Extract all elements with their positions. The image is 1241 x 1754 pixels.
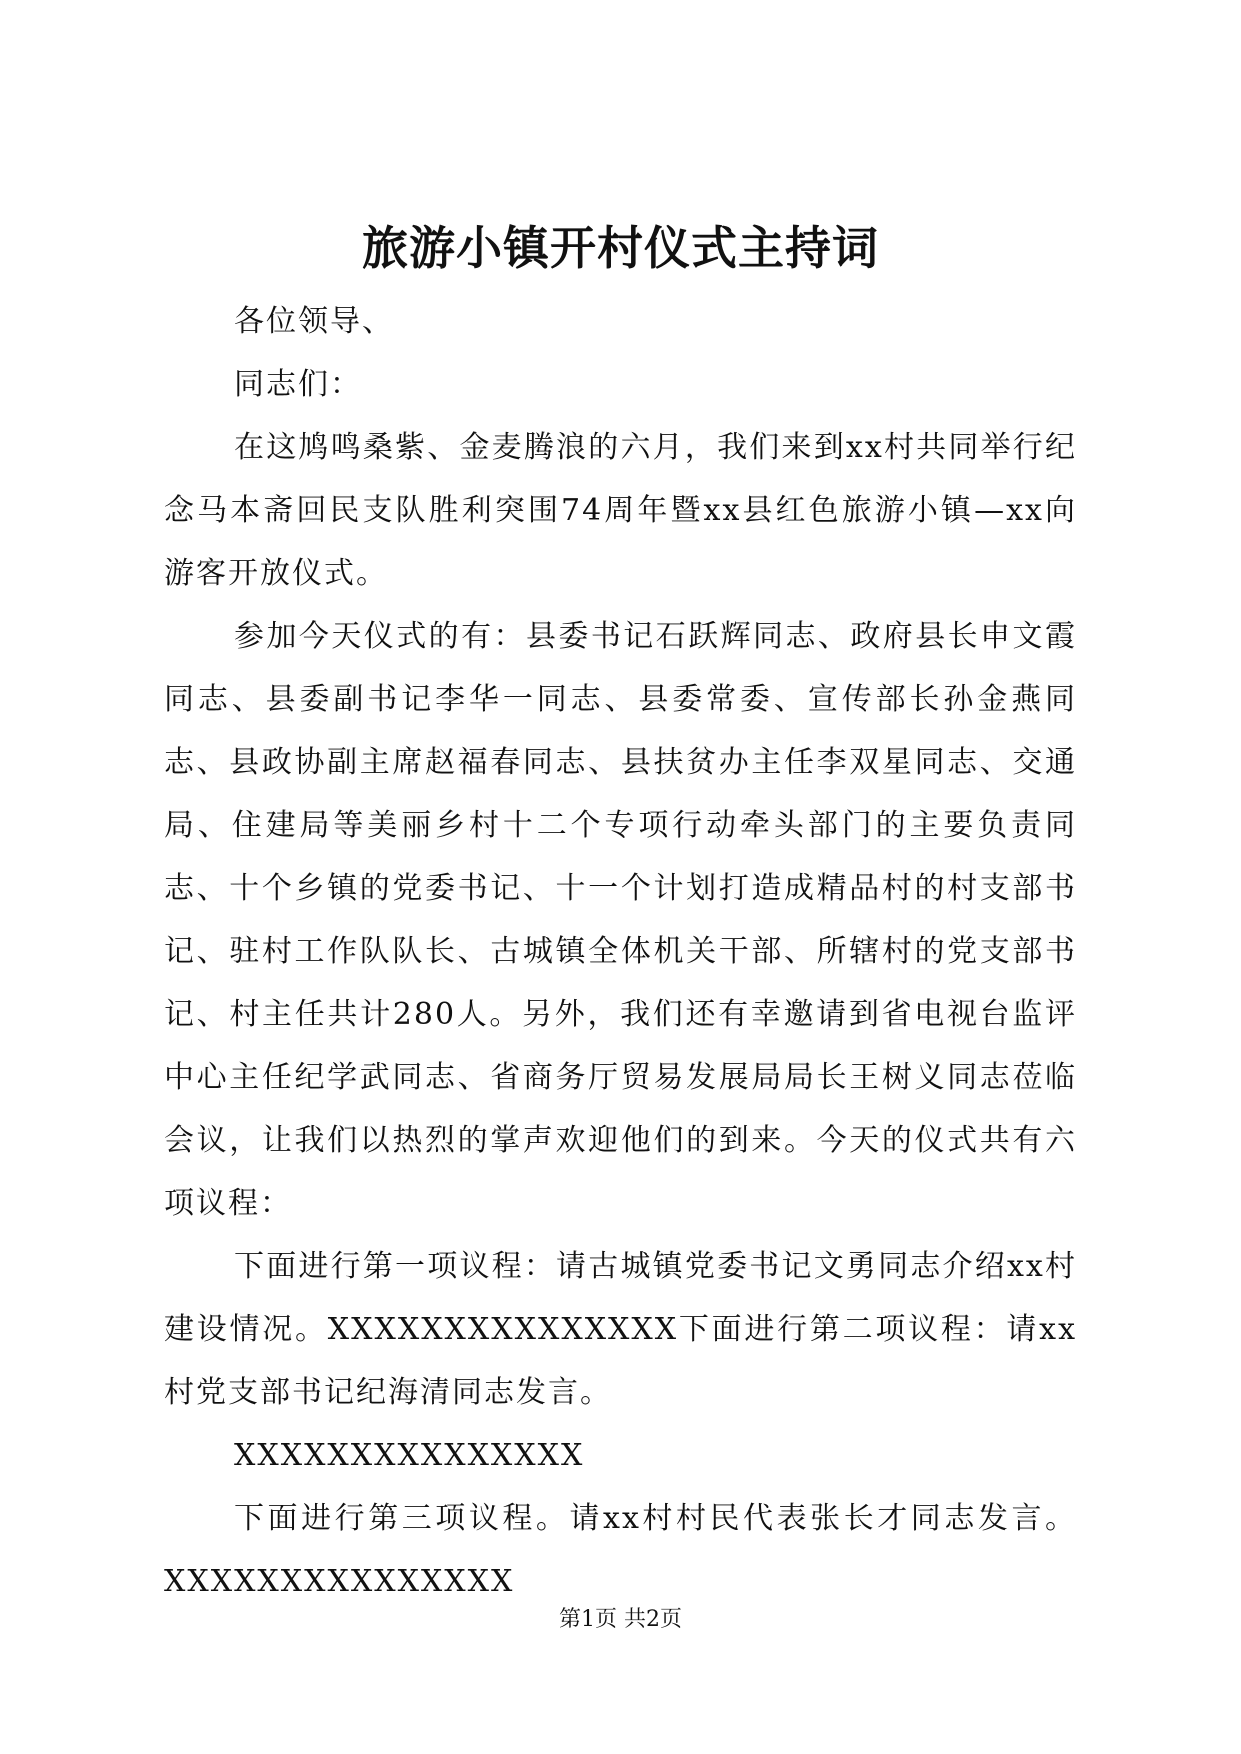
- salutation-comrades: 同志们：: [234, 367, 362, 402]
- document-body: [164, 290, 1077, 1613]
- page-number: 第1页 共2页: [559, 1607, 682, 1632]
- paragraph-placeholder: XXXXXXXXXXXXXXX: [234, 1438, 585, 1473]
- paragraph-agenda-3: 下面进行第三项议程。请xx村村民代表张长才同志发言。XXXXXXXXXXXXXXX: [164, 1501, 1077, 1599]
- page-footer: [0, 1605, 1241, 1635]
- paragraph-attendees: 参加今天仪式的有：县委书记石跃辉同志、政府县长申文霞同志、县委副书记李华一同志、县委常委、宣传部长孙金燕同志、县政协副主席赵福春同志、县扶贫办主任李双星同志、交通局、住建局等美丽乡村十二个专项行动牵头部门的主要负责同志、十个乡镇的党委书记、十一个计划打造成精品村的村支部书记、驻村工作队队长、古城镇全体机关干部、所辖村的党支部书记、村主任共计280人。另外，我们还有幸邀请到省电视台监评中心主任纪学武同志、省商务厅贸易发展局局长王树义同志莅临会议，让我们以热烈的掌声欢迎他们的到来。今天的仪式共有六项议程：: [164, 619, 1077, 1221]
- paragraph-agenda-1-2: 下面进行第一项议程：请古城镇党委书记文勇同志介绍xx村建设情况。XXXXXXXXXXXXXXX下面进行第二项议程：请xx村党支部书记纪海清同志发言。: [164, 1249, 1077, 1410]
- paragraph-opening: 在这鸠鸣桑紫、金麦腾浪的六月，我们来到xx村共同举行纪念马本斋回民支队胜利突围74周年暨xx县红色旅游小镇—xx向游客开放仪式。: [164, 430, 1077, 591]
- document-title: 旅游小镇开村仪式主持词: [362, 221, 879, 275]
- salutation-leaders: 各位领导、: [234, 304, 394, 339]
